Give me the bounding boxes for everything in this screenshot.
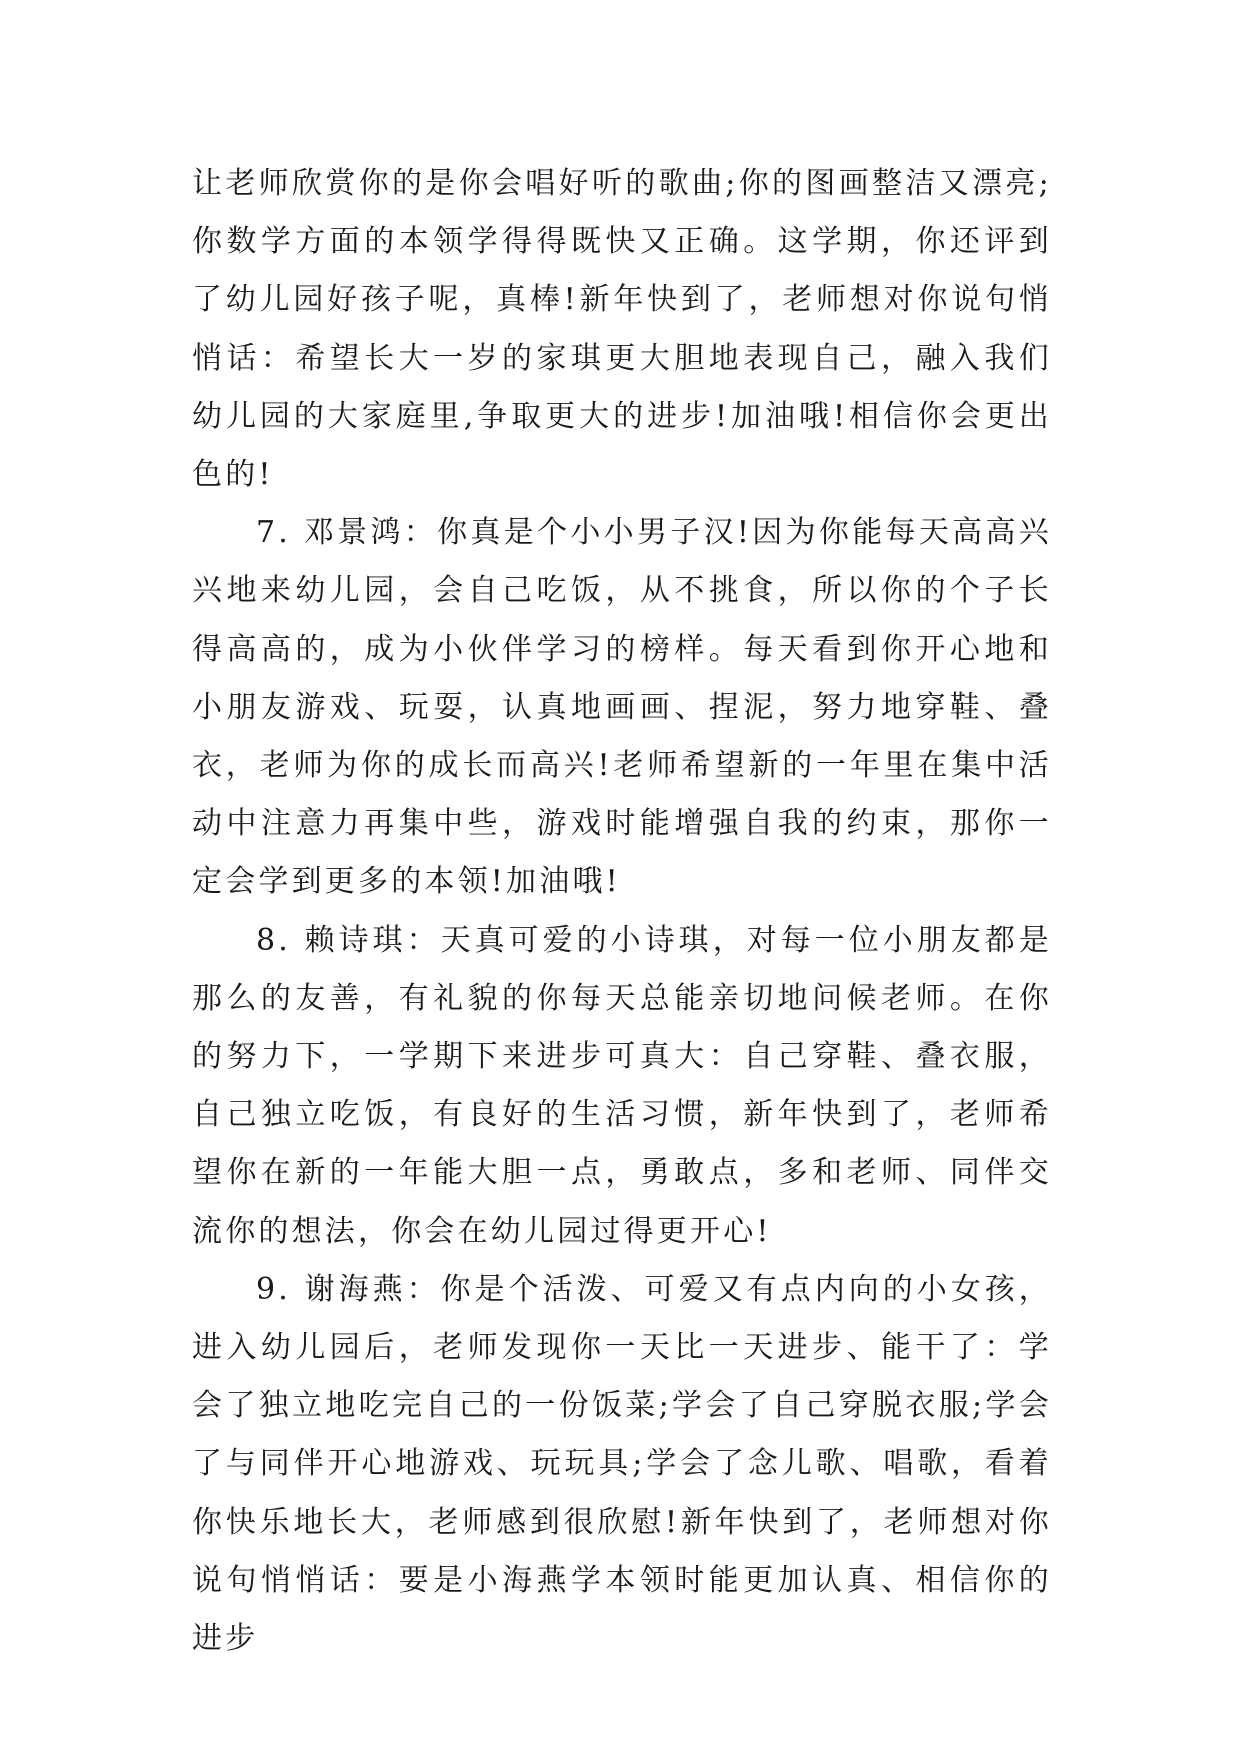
- paragraph-8: 8. 赖诗琪：天真可爱的小诗琪，对每一位小朋友都是那么的友善，有礼貌的你每天总能亲切地问候老师。在你的努力下，一学期下来进步可真大：自己穿鞋、叠衣服，自己独立吃饭，有良好的生活习惯，新年快到了，老师希望你在新的一年能大胆一点，勇敢点，多和老师、同伴交流你的想法，你会在幼儿园过得更开心!: [192, 922, 1052, 1249]
- paragraph-9: 9. 谢海燕：你是个活泼、可爱又有点内向的小女孩，进入幼儿园后，老师发现你一天比一天进步、能干了：学会了独立地吃完自己的一份饭菜;学会了自己穿脱衣服;学会了与同伴开心地游戏、玩玩具;学会了念儿歌、唱歌，看着你快乐地长大，老师感到很欣慰!新年快到了，老师想对你说句悄悄话：要是小海燕学本领时能更加认真、相信你的进步: [192, 1271, 1052, 1657]
- paragraph-7: 7. 邓景鸿：你真是个小小男子汉!因为你能每天高高兴兴地来幼儿园，会自己吃饭，从不挑食，所以你的个子长得高高的，成为小伙伴学习的榜样。每天看到你开心地和小朋友游戏、玩耍，认真地画画、捏泥，努力地穿鞋、叠衣，老师为你的成长而高兴!老师希望新的一年里在集中活动中注意力再集中些，游戏时能增强自我的约束，那你一定会学到更多的本领!加油哦!: [192, 515, 1052, 900]
- document-page: [192, 155, 1052, 1668]
- paragraph-continued: 让老师欣赏你的是你会唱好听的歌曲;你的图画整洁又漂亮;你数学方面的本领学得得既快又正确。这学期，你还评到了幼儿园好孩子呢，真棒!新年快到了，老师想对你说句悄悄话：希望长大一岁的家琪更大胆地表现自己，融入我们幼儿园的大家庭里,争取更大的进步!加油哦!相信你会更出色的!: [192, 166, 1052, 493]
